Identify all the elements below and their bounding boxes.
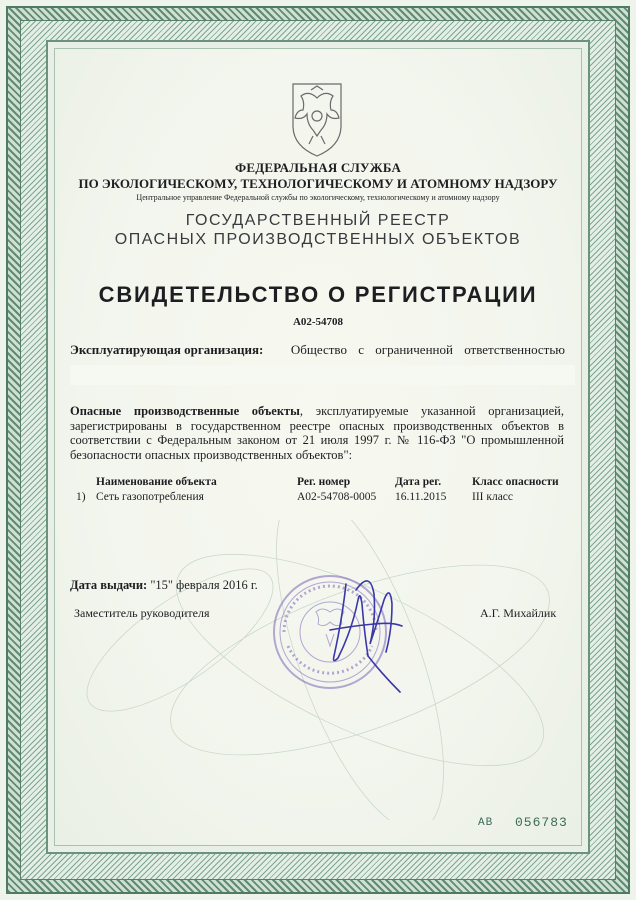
header-reg-date: Дата рег. bbox=[395, 476, 442, 488]
issue-date-line bbox=[70, 578, 258, 593]
registry-title-line2: ОПАСНЫХ ПРОИЗВОДСТВЕННЫХ ОБЪЕКТОВ bbox=[114, 231, 522, 248]
certificate-number: А02-54708 bbox=[292, 316, 344, 328]
serial-letters: АВ bbox=[478, 817, 494, 829]
serial-number: 056783 bbox=[515, 815, 568, 830]
agency-title-line1: ФЕДЕРАЛЬНАЯ СЛУЖБА bbox=[234, 160, 402, 175]
header-object-name: Наименование объекта bbox=[96, 476, 217, 488]
registration-statement bbox=[70, 404, 564, 462]
agency-title-line2: ПО ЭКОЛОГИЧЕСКОМУ, ТЕХНОЛОГИЧЕСКОМУ И АТОМНОМУ НАДЗОРУ bbox=[78, 176, 558, 191]
operator-label: Эксплуатирующая организация: bbox=[70, 342, 264, 357]
russian-coat-of-arms-icon bbox=[283, 80, 351, 158]
registry-title-line1: ГОСУДАРСТВЕННЫЙ РЕЕСТР bbox=[185, 212, 451, 229]
issue-date-label: Дата выдачи: bbox=[70, 578, 148, 592]
operator-value: Общество с ограниченной ответственностью bbox=[290, 342, 565, 357]
signatory-position: Заместитель руководителя bbox=[74, 606, 210, 620]
row-index: 1) bbox=[76, 491, 86, 503]
header-hazard-class: Класс опасности bbox=[472, 476, 559, 488]
operator-line bbox=[70, 342, 565, 358]
signatory-name: А.Г. Михайлик bbox=[480, 606, 557, 620]
statement-bold: Опасные производственные объекты bbox=[70, 404, 300, 418]
redacted-area bbox=[70, 365, 575, 385]
issue-date-value: "15" февраля 2016 г. bbox=[150, 578, 258, 592]
row-object-name: Сеть газопотребления bbox=[96, 491, 204, 503]
handwritten-signature bbox=[312, 560, 422, 700]
row-hazard-class: III класс bbox=[472, 491, 514, 503]
agency-subtitle: Центральное управление Федеральной службы по экологическому, технологическому и атомному надзору bbox=[136, 193, 500, 202]
row-reg-date: 16.11.2015 bbox=[395, 491, 447, 503]
header-reg-number: Рег. номер bbox=[297, 476, 351, 488]
certificate-title: СВИДЕТЕЛЬСТВО О РЕГИСТРАЦИИ bbox=[98, 282, 538, 307]
row-reg-number: А02-54708-0005 bbox=[297, 491, 377, 503]
statement-text: , эксплуатируемые указанной организацией, зарегистрированы в государственном реестре опасных производственных объектов в соответствии с Федеральным законом от 21 июля 1997 г. № 116-ФЗ "О промышленной безопасности опасных производственных объектов": bbox=[70, 404, 564, 462]
